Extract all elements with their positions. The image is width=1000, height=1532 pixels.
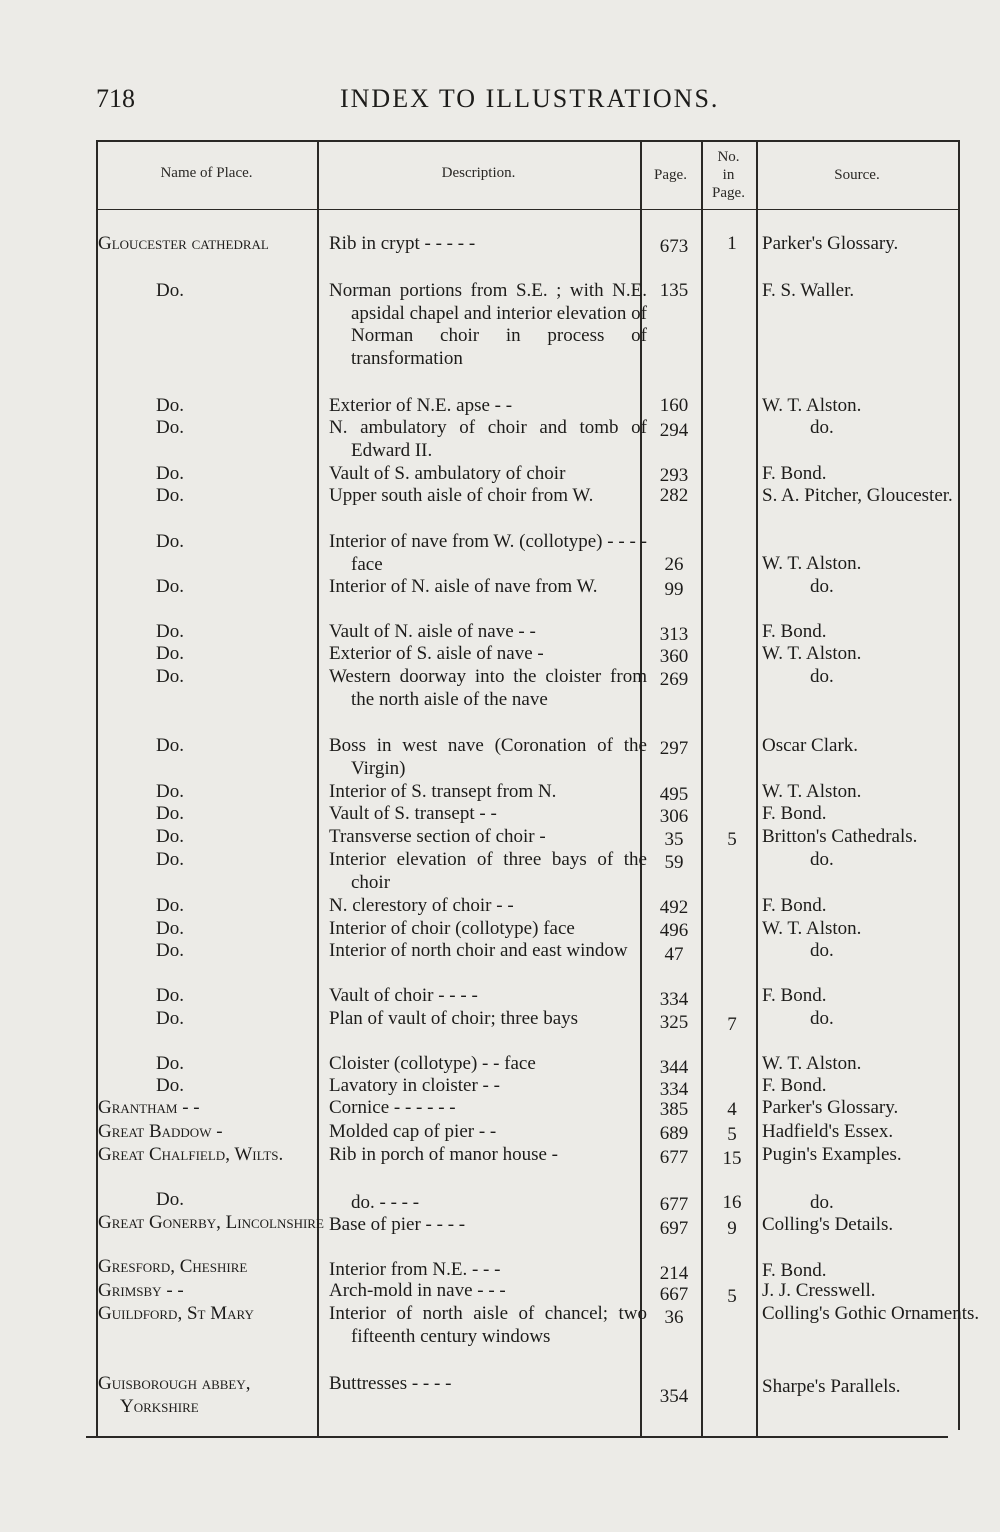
- source-cell: F. Bond.: [762, 1260, 827, 1281]
- header-number: [701, 148, 756, 202]
- page-cell: 677: [659, 1194, 689, 1215]
- number-cell: 15: [722, 1148, 742, 1169]
- place-cell: Do.: [156, 895, 184, 916]
- right-rule: [958, 140, 960, 1430]
- source-cell: Sharpe's Parallels.: [762, 1376, 901, 1397]
- header-number-line1: No.: [717, 149, 740, 165]
- page-cell: 306: [659, 806, 689, 827]
- page-cell: 297: [659, 738, 689, 759]
- header-number-line3: Page.: [712, 185, 745, 201]
- number-cell: 16: [722, 1192, 742, 1213]
- page-cell: 313: [659, 624, 689, 645]
- place-cell: Do.: [156, 576, 184, 597]
- page-cell: 99: [664, 579, 684, 600]
- place-cell: Do.: [156, 1075, 184, 1096]
- description-cell: Cloister (collotype) - - face: [329, 1053, 536, 1074]
- place-cell: Do.: [156, 849, 184, 870]
- place-cell: Great Baddow -: [98, 1121, 223, 1142]
- place-cell: Do.: [156, 463, 184, 484]
- number-cell: 9: [727, 1218, 737, 1239]
- page-cell: 360: [659, 646, 689, 667]
- number-cell: 5: [727, 1286, 737, 1307]
- number-cell: 5: [727, 1124, 737, 1145]
- page-cell: 667: [659, 1284, 689, 1305]
- place-cell: Do.: [156, 485, 184, 506]
- number-cell: 1: [727, 233, 737, 254]
- description-cell: N. clerestory of choir - -: [329, 895, 514, 916]
- place-cell: Gloucester cathedral: [98, 233, 269, 254]
- top-rule: [96, 140, 960, 142]
- source-cell: do.: [810, 849, 834, 870]
- description-cell: Interior of S. transept from N.: [329, 781, 557, 802]
- source-cell: Oscar Clark.: [762, 735, 859, 756]
- source-cell: W. T. Alston.: [762, 781, 862, 802]
- source-cell: Colling's Details.: [762, 1214, 894, 1235]
- header-number-line2: in: [722, 167, 735, 183]
- page-cell: 160: [659, 395, 689, 416]
- page-cell: 495: [659, 784, 689, 805]
- source-cell: do.: [810, 940, 834, 961]
- running-title: INDEX TO ILLUSTRATIONS.: [340, 84, 720, 113]
- description-cell: Upper south aisle of choir from W.: [329, 485, 594, 506]
- page-number: 718: [96, 84, 135, 113]
- source-cell: W. T. Alston.: [762, 918, 862, 939]
- place-cell: Great Gonerby, Lincolnshire: [98, 1212, 324, 1233]
- description-cell: Interior of N. aisle of nave from W.: [329, 576, 598, 597]
- source-cell: Pugin's Examples.: [762, 1144, 902, 1165]
- description-cell: Interior of nave from W. (collotype) - - - - face: [329, 531, 647, 575]
- source-cell: W. T. Alston.: [762, 395, 862, 416]
- source-cell: F. Bond.: [762, 1075, 827, 1096]
- description-cell: Arch-mold in nave - - -: [329, 1280, 506, 1301]
- description-cell: Vault of S. transept - -: [329, 803, 497, 824]
- place-cell: Do.: [156, 395, 184, 416]
- page-cell: 282: [659, 485, 689, 506]
- page-cell: 697: [659, 1218, 689, 1239]
- page-cell: 673: [659, 236, 689, 257]
- place-cell: Do.: [156, 417, 184, 438]
- source-cell: Parker's Glossary.: [762, 233, 899, 254]
- description-cell: Plan of vault of choir; three bays: [329, 1008, 579, 1029]
- description-cell: Exterior of N.E. apse - -: [329, 395, 513, 416]
- description-cell: Vault of N. aisle of nave - -: [329, 621, 536, 642]
- page-cell: 214: [659, 1263, 689, 1284]
- place-cell: Do.: [156, 826, 184, 847]
- source-cell: Hadfield's Essex.: [762, 1121, 894, 1142]
- source-cell: Britton's Cathedrals.: [762, 826, 918, 847]
- place-cell: Do.: [156, 985, 184, 1006]
- page-cell: 59: [664, 852, 684, 873]
- place-cell: Do.: [156, 1008, 184, 1029]
- page-cell: 35: [664, 829, 684, 850]
- number-cell: 7: [727, 1014, 737, 1035]
- page-cell: 269: [659, 669, 689, 690]
- description-cell: Interior of north choir and east window: [329, 940, 628, 961]
- description-cell: Buttresses - - - -: [329, 1373, 452, 1394]
- col-rule-4: [756, 140, 758, 1436]
- page-cell: 293: [659, 465, 689, 486]
- source-cell: do.: [810, 1008, 834, 1029]
- source-cell: F. Bond.: [762, 895, 827, 916]
- description-cell: do. - - - -: [351, 1192, 420, 1213]
- bottom-rule: [86, 1436, 948, 1438]
- source-cell: do.: [810, 1192, 834, 1213]
- index-table: [86, 140, 980, 1436]
- page-cell: 26: [664, 554, 684, 575]
- page-cell: 334: [659, 989, 689, 1010]
- description-cell: Western doorway into the cloister from the north aisle of the nave: [329, 666, 647, 710]
- description-cell: Cornice - - - - - -: [329, 1097, 456, 1118]
- place-cell: Grimsby - -: [98, 1280, 184, 1301]
- source-cell: do.: [810, 666, 834, 687]
- description-cell: Base of pier - - - -: [329, 1214, 466, 1235]
- description-cell: Rib in crypt - - - - -: [329, 233, 476, 254]
- place-cell: Do.: [156, 1053, 184, 1074]
- description-cell: Interior of choir (collotype) face: [329, 918, 575, 939]
- description-cell: N. ambulatory of choir and tomb of Edward II.: [329, 417, 647, 461]
- description-cell: Boss in west nave (Coronation of the Virgin): [329, 735, 647, 779]
- page-cell: 689: [659, 1123, 689, 1144]
- source-cell: F. Bond.: [762, 985, 827, 1006]
- page-cell: 36: [664, 1307, 684, 1328]
- source-cell: J. J. Cresswell.: [762, 1280, 876, 1301]
- source-cell: do.: [810, 576, 834, 597]
- description-cell: Molded cap of pier - -: [329, 1121, 497, 1142]
- description-cell: Rib in porch of manor house -: [329, 1144, 559, 1165]
- source-cell: S. A. Pitcher, Gloucester.: [762, 485, 953, 506]
- page-cell: 496: [659, 920, 689, 941]
- page-cell: 677: [659, 1147, 689, 1168]
- source-cell: F. Bond.: [762, 463, 827, 484]
- source-cell: Parker's Glossary.: [762, 1097, 899, 1118]
- place-cell: Do.: [156, 781, 184, 802]
- page-cell: 334: [659, 1079, 689, 1100]
- place-cell: Gresford, Cheshire: [98, 1256, 248, 1277]
- place-cell: Guisborough abbey, Yorkshire: [98, 1373, 251, 1417]
- place-cell: Do.: [156, 280, 184, 301]
- description-cell: Interior from N.E. - - -: [329, 1259, 501, 1280]
- page-cell: 47: [664, 944, 684, 965]
- page-cell: 354: [659, 1386, 689, 1407]
- source-cell: W. T. Alston.: [762, 643, 862, 664]
- place-cell: Do.: [156, 803, 184, 824]
- page-cell: 385: [659, 1099, 689, 1120]
- source-cell: Colling's Gothic Ornaments.: [762, 1303, 980, 1324]
- description-cell: Interior elevation of three bays of the choir: [329, 849, 647, 893]
- number-cell: 4: [727, 1099, 737, 1120]
- place-cell: Grantham - -: [98, 1097, 200, 1118]
- description-cell: Vault of S. ambulatory of choir: [329, 463, 566, 484]
- header-bottom-rule: [96, 209, 960, 210]
- description-cell: Exterior of S. aisle of nave -: [329, 643, 544, 664]
- number-cell: 5: [727, 829, 737, 850]
- place-cell: Guildford, St Mary: [98, 1303, 254, 1324]
- place-cell: Do.: [156, 666, 184, 687]
- description-cell: Interior of north aisle of chancel; two fifteenth century windows: [329, 1303, 647, 1347]
- header-place: Name of Place.: [160, 165, 253, 181]
- place-cell: Do.: [156, 918, 184, 939]
- page-cell: 294: [659, 420, 689, 441]
- description-cell: Norman portions from S.E. ; with N.E. apsidal chapel and interior elevation of Norman choir in process of transformation: [329, 280, 647, 369]
- header-description: Description.: [441, 165, 516, 181]
- place-cell: Great Chalfield, Wilts.: [98, 1144, 284, 1165]
- source-cell: do.: [810, 417, 834, 438]
- page-cell: 135: [659, 280, 689, 301]
- place-cell: Do.: [156, 621, 184, 642]
- place-cell: Do.: [156, 735, 184, 756]
- source-cell: F. S. Waller.: [762, 280, 855, 301]
- page-cell: 344: [659, 1057, 689, 1078]
- description-cell: Transverse section of choir -: [329, 826, 546, 847]
- header-page: Page.: [654, 167, 687, 183]
- place-cell: Do.: [156, 940, 184, 961]
- place-cell: Do.: [156, 643, 184, 664]
- source-cell: F. Bond.: [762, 621, 827, 642]
- source-cell: W. T. Alston.: [762, 1053, 862, 1074]
- page-cell: 492: [659, 897, 689, 918]
- place-cell: Do.: [156, 531, 184, 552]
- source-cell: W. T. Alston.: [762, 553, 862, 574]
- page-cell: 325: [659, 1012, 689, 1033]
- description-cell: Lavatory in cloister - -: [329, 1075, 500, 1096]
- source-cell: F. Bond.: [762, 803, 827, 824]
- description-cell: Vault of choir - - - -: [329, 985, 478, 1006]
- place-cell: Do.: [156, 1189, 184, 1210]
- header-source: Source.: [834, 167, 880, 183]
